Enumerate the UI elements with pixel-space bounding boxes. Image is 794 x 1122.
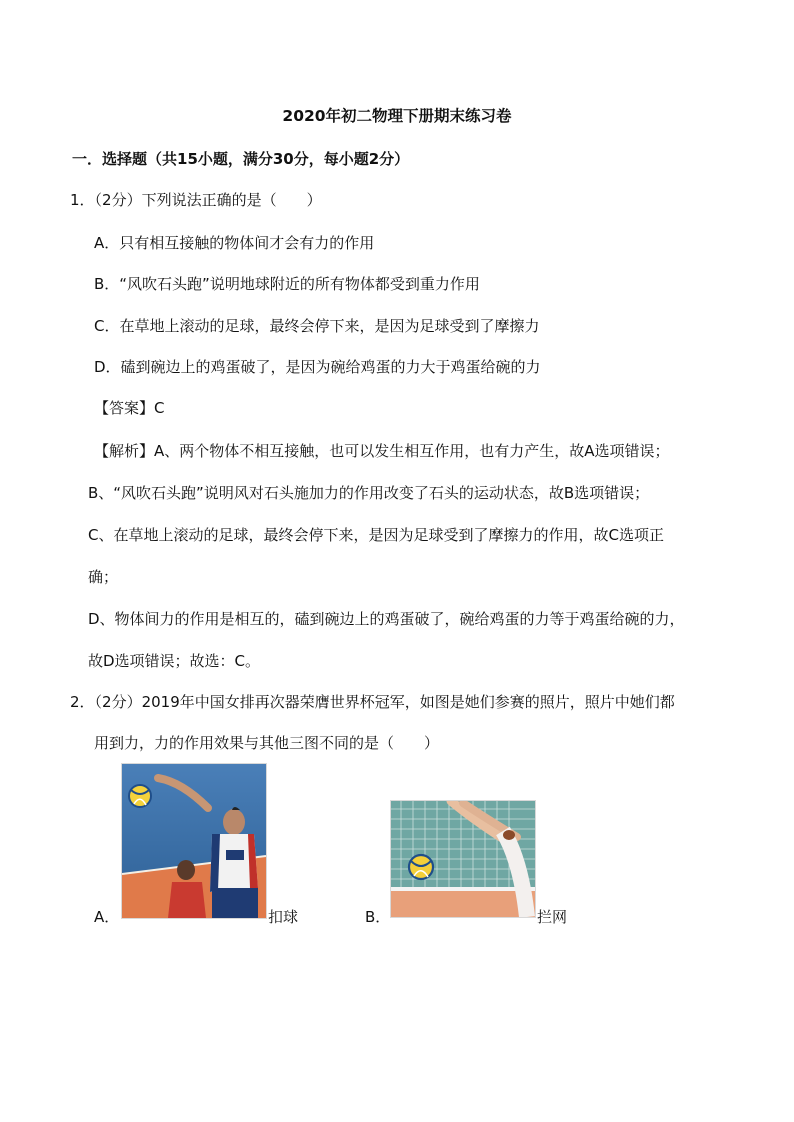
q1-option-c: C．在草地上滚动的足球，最终会停下来，是因为足球受到了摩擦力 — [94, 317, 540, 335]
q2-option-b-letter: B． — [365, 908, 391, 926]
q1-analysis-line: 【解析】A、两个物体不相互接触，也可以发生相互作用，也有力产生，故A选项错误； — [94, 442, 670, 460]
page-title: 2020年初二物理下册期末练习卷 — [282, 107, 512, 125]
q1-stem: 1．（2分）下列说法正确的是（ ） — [70, 191, 322, 209]
q1-option-d: D．磕到碗边上的鸡蛋破了，是因为碗给鸡蛋的力大于鸡蛋给碗的力 — [94, 358, 541, 376]
q1-analysis-line: 故D选项错误；故选：C。 — [88, 652, 261, 670]
q1-analysis-line: 确； — [88, 568, 119, 586]
q1-option-a: A．只有相互接触的物体间才会有力的作用 — [94, 234, 375, 252]
q1-answer: 【答案】C — [94, 399, 165, 417]
block-photo — [390, 800, 536, 918]
q2-option-b-caption: 拦网 — [537, 908, 568, 926]
q2-stem-line2: 用到力，力的作用效果与其他三图不同的是（ ） — [94, 734, 440, 752]
q1-analysis-line: D、物体间力的作用是相互的，磕到碗边上的鸡蛋破了，碗给鸡蛋的力等于鸡蛋给碗的力， — [88, 610, 685, 628]
section-heading: 一．选择题（共15小题，满分30分，每小题2分） — [72, 150, 410, 168]
q1-analysis-line: B、“风吹石头跑”说明风对石头施加力的作用改变了石头的运动状态，故B选项错误； — [88, 484, 650, 502]
spike-photo — [121, 763, 267, 919]
q2-option-a-letter: A． — [94, 908, 120, 926]
q2-stem-line1: 2．（2分）2019年中国女排再次器荣膺世界杯冠军，如图是她们参赛的照片，照片中她们都 — [70, 693, 675, 711]
q1-option-b: B．“风吹石头跑”说明地球附近的所有物体都受到重力作用 — [94, 275, 480, 293]
q2-option-a-caption: 扣球 — [268, 908, 299, 926]
q1-analysis-line: C、在草地上滚动的足球，最终会停下来，是因为足球受到了摩擦力的作用，故C选项正 — [88, 526, 664, 544]
